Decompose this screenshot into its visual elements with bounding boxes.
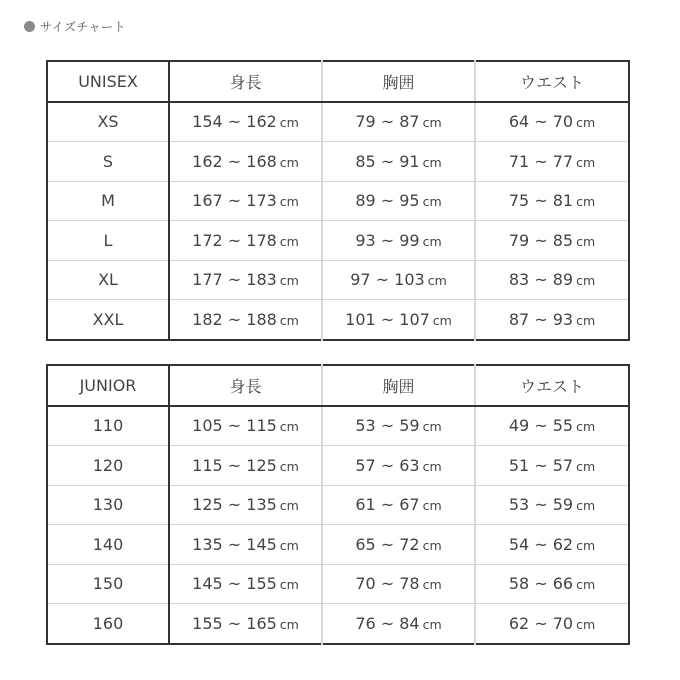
waist-range: 58 ~ 66 — [508, 574, 574, 594]
table-row — [47, 446, 629, 486]
size-label: S — [47, 142, 169, 182]
unit-label: cm — [576, 577, 596, 593]
unit-label: cm — [422, 419, 442, 435]
size-label: 140 — [47, 525, 169, 565]
size-label: 130 — [47, 485, 169, 525]
unit-label: cm — [279, 616, 299, 632]
height-range: 172 ~ 178 — [192, 230, 277, 250]
bust-cell — [322, 221, 475, 261]
unit-label: cm — [576, 419, 596, 435]
junior-size-table — [46, 364, 630, 645]
unit-label: cm — [576, 498, 596, 514]
bust-cell — [322, 142, 475, 182]
unit-label: cm — [422, 498, 442, 514]
table-row — [47, 102, 629, 142]
bust-cell — [322, 406, 475, 446]
bust-cell — [322, 446, 475, 486]
waist-range: 83 ~ 89 — [508, 270, 574, 290]
bust-range: 89 ~ 95 — [355, 191, 420, 211]
size-label: XXL — [47, 300, 169, 340]
unit-label: cm — [576, 312, 596, 328]
waist-cell — [475, 260, 629, 300]
height-cell — [169, 406, 322, 446]
height-cell — [169, 260, 322, 300]
bust-cell — [322, 181, 475, 221]
bust-range: 65 ~ 72 — [355, 534, 420, 554]
junior-category-header: JUNIOR — [47, 365, 169, 406]
unit-label: cm — [279, 233, 299, 249]
table-row — [47, 485, 629, 525]
size-label: XS — [47, 102, 169, 142]
unisex-size-table — [46, 60, 630, 341]
waist-range: 51 ~ 57 — [508, 455, 574, 475]
waist-cell — [475, 485, 629, 525]
unit-label: cm — [432, 312, 452, 328]
bust-cell — [322, 102, 475, 142]
page-header — [24, 17, 126, 35]
unit-label: cm — [422, 458, 442, 474]
unit-label: cm — [422, 233, 442, 249]
height-range: 162 ~ 168 — [192, 151, 277, 171]
height-range: 155 ~ 165 — [192, 613, 277, 633]
unit-label: cm — [279, 419, 299, 435]
waist-cell — [475, 142, 629, 182]
bust-cell — [322, 300, 475, 340]
unit-label: cm — [279, 537, 299, 553]
waist-cell — [475, 406, 629, 446]
size-label: 160 — [47, 604, 169, 644]
waist-cell — [475, 564, 629, 604]
height-column-header: 身長 — [169, 61, 322, 102]
height-cell — [169, 604, 322, 644]
waist-cell — [475, 181, 629, 221]
height-range: 125 ~ 135 — [192, 495, 277, 515]
table-row — [47, 221, 629, 261]
bust-range: 57 ~ 63 — [355, 455, 420, 475]
height-range: 105 ~ 115 — [192, 416, 277, 436]
waist-range: 87 ~ 93 — [508, 309, 574, 329]
bust-range: 76 ~ 84 — [355, 613, 420, 633]
bust-cell — [322, 485, 475, 525]
waist-range: 49 ~ 55 — [508, 416, 574, 436]
table-row — [47, 142, 629, 182]
unit-label: cm — [576, 537, 596, 553]
table-header-row — [47, 61, 629, 102]
unit-label: cm — [422, 115, 442, 131]
table-row — [47, 564, 629, 604]
unit-label: cm — [279, 273, 299, 289]
unit-label: cm — [576, 154, 596, 170]
unisex-category-header: UNISEX — [47, 61, 169, 102]
height-cell — [169, 102, 322, 142]
bust-range: 70 ~ 78 — [355, 574, 420, 594]
bust-range: 97 ~ 103 — [350, 270, 425, 290]
unit-label: cm — [279, 458, 299, 474]
unit-label: cm — [576, 616, 596, 632]
waist-column-header: ウエスト — [475, 61, 629, 102]
unit-label: cm — [576, 273, 596, 289]
unit-label: cm — [422, 154, 442, 170]
page-title: サイズチャート — [40, 19, 126, 34]
waist-cell — [475, 446, 629, 486]
bust-column-header: 胸囲 — [322, 61, 475, 102]
table-row — [47, 181, 629, 221]
waist-column-header: ウエスト — [475, 365, 629, 406]
waist-cell — [475, 525, 629, 565]
bust-range: 61 ~ 67 — [355, 495, 420, 515]
height-range: 145 ~ 155 — [192, 574, 277, 594]
unit-label: cm — [576, 194, 596, 210]
bust-range: 53 ~ 59 — [355, 416, 420, 436]
height-cell — [169, 446, 322, 486]
unit-label: cm — [422, 577, 442, 593]
height-cell — [169, 142, 322, 182]
height-range: 177 ~ 183 — [192, 270, 277, 290]
size-label: 120 — [47, 446, 169, 486]
bust-cell — [322, 564, 475, 604]
bullet-dot-icon — [24, 21, 35, 32]
height-cell — [169, 181, 322, 221]
waist-range: 54 ~ 62 — [508, 534, 574, 554]
table-row — [47, 406, 629, 446]
unit-label: cm — [279, 577, 299, 593]
unit-label: cm — [422, 537, 442, 553]
height-range: 115 ~ 125 — [192, 455, 277, 475]
waist-range: 71 ~ 77 — [508, 151, 574, 171]
height-cell — [169, 221, 322, 261]
size-label: 110 — [47, 406, 169, 446]
table-row — [47, 300, 629, 340]
unit-label: cm — [279, 115, 299, 131]
bust-cell — [322, 604, 475, 644]
unit-label: cm — [422, 194, 442, 210]
unit-label: cm — [279, 194, 299, 210]
waist-range: 53 ~ 59 — [508, 495, 574, 515]
waist-range: 64 ~ 70 — [508, 112, 574, 132]
waist-range: 75 ~ 81 — [508, 191, 574, 211]
bust-range: 101 ~ 107 — [345, 309, 430, 329]
waist-range: 62 ~ 70 — [508, 613, 574, 633]
size-label: XL — [47, 260, 169, 300]
table-row — [47, 525, 629, 565]
unit-label: cm — [576, 233, 596, 249]
waist-range: 79 ~ 85 — [508, 230, 574, 250]
size-label: M — [47, 181, 169, 221]
table-header-row — [47, 365, 629, 406]
unit-label: cm — [422, 616, 442, 632]
size-label: L — [47, 221, 169, 261]
unit-label: cm — [279, 154, 299, 170]
waist-cell — [475, 102, 629, 142]
bust-range: 93 ~ 99 — [355, 230, 420, 250]
waist-cell — [475, 604, 629, 644]
table-row — [47, 260, 629, 300]
height-range: 167 ~ 173 — [192, 191, 277, 211]
height-cell — [169, 564, 322, 604]
waist-cell — [475, 221, 629, 261]
unit-label: cm — [427, 273, 447, 289]
height-range: 182 ~ 188 — [192, 309, 277, 329]
unit-label: cm — [576, 458, 596, 474]
table-row — [47, 604, 629, 644]
height-range: 154 ~ 162 — [192, 112, 277, 132]
bust-range: 79 ~ 87 — [355, 112, 420, 132]
bust-column-header: 胸囲 — [322, 365, 475, 406]
bust-cell — [322, 260, 475, 300]
bust-range: 85 ~ 91 — [355, 151, 420, 171]
unit-label: cm — [576, 115, 596, 131]
size-label: 150 — [47, 564, 169, 604]
unit-label: cm — [279, 312, 299, 328]
waist-cell — [475, 300, 629, 340]
height-cell — [169, 525, 322, 565]
unit-label: cm — [279, 498, 299, 514]
height-column-header: 身長 — [169, 365, 322, 406]
bust-cell — [322, 525, 475, 565]
height-cell — [169, 485, 322, 525]
height-range: 135 ~ 145 — [192, 534, 277, 554]
height-cell — [169, 300, 322, 340]
